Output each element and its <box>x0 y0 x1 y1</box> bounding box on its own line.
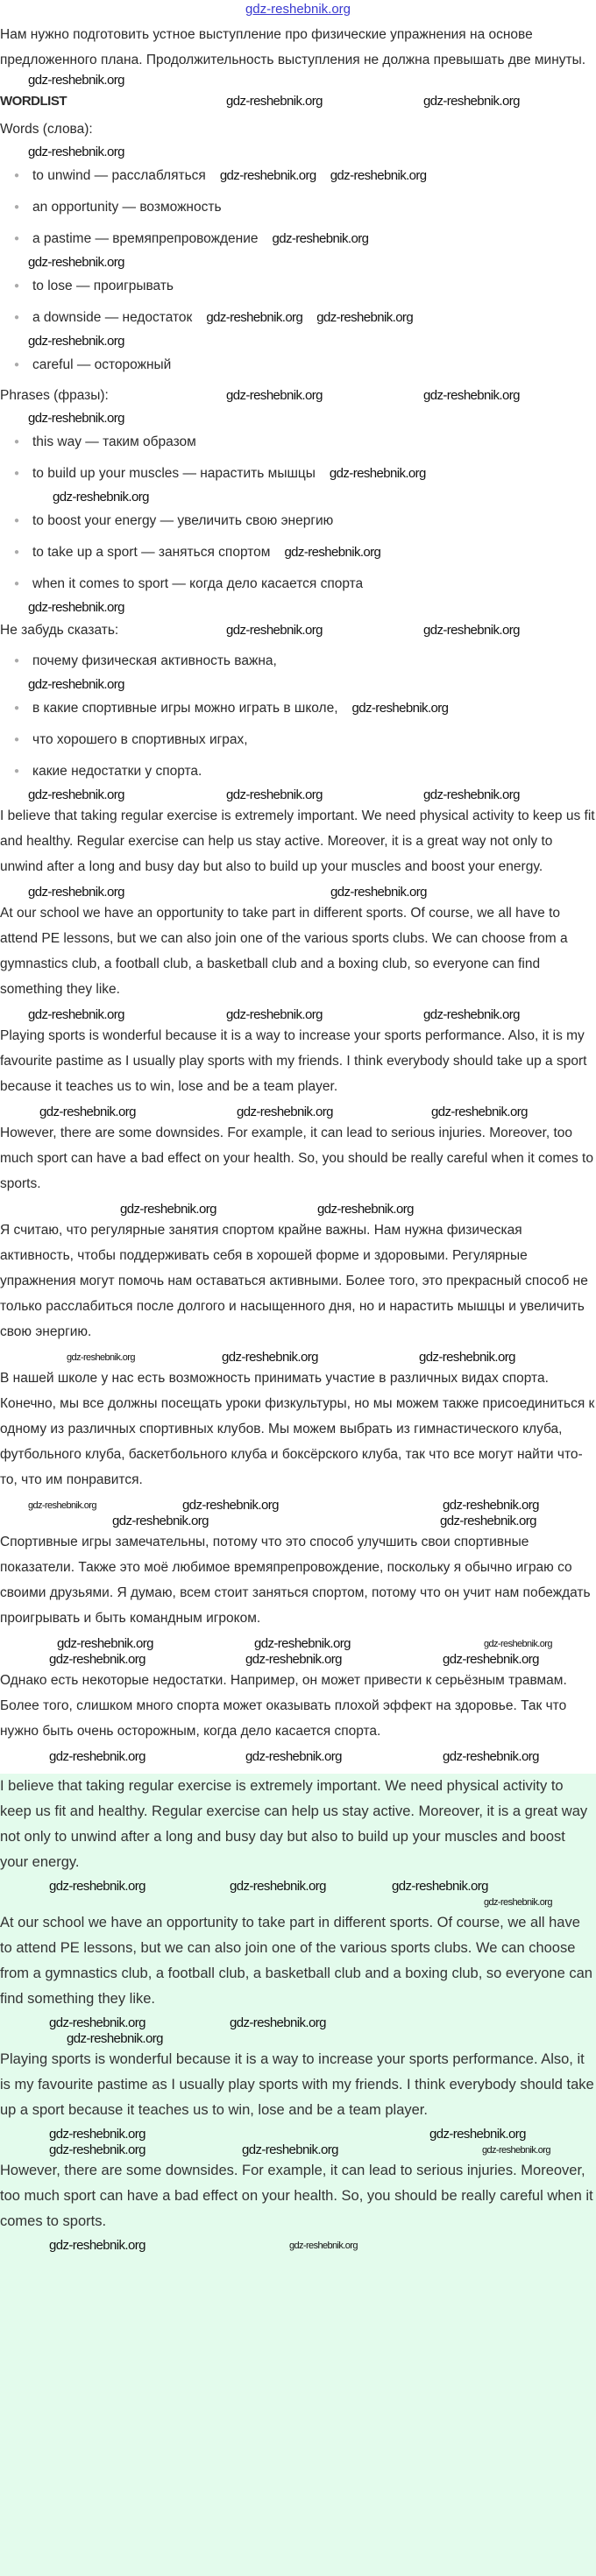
list-item <box>0 756 596 787</box>
watermark-row <box>0 411 596 427</box>
essay-en-paragraph: Playing sports is wonderful because it is a way to increase your sports performance. Also, it is my favourite pastime as I usually play sports with my friends. I think everybody should take up a sport because it teaches us to win, lose and be a team player. <box>0 1028 587 1094</box>
watermark: gdz-reshebnik.org <box>219 168 316 183</box>
list-item <box>0 223 596 255</box>
list-item <box>0 427 596 458</box>
watermark: gdz-reshebnik.org <box>28 1500 96 1511</box>
watermark: gdz-reshebnik.org <box>49 2015 145 2030</box>
watermark: gdz-reshebnik.org <box>242 2142 338 2157</box>
phrases-list-continued <box>0 505 596 600</box>
list-item <box>0 271 596 302</box>
watermark: gdz-reshebnik.org <box>245 1749 342 1764</box>
watermark: gdz-reshebnik.org <box>440 1514 536 1528</box>
list-item-text: to lose — проигрывать <box>32 279 174 293</box>
list-item-text: какие недостатки у спорта. <box>32 764 202 779</box>
watermark: gdz-reshebnik.org <box>443 1652 539 1667</box>
bullet-icon: ● <box>14 281 20 291</box>
watermark: gdz-reshebnik.org <box>237 1105 333 1119</box>
bullet-icon: ● <box>14 656 20 666</box>
wordlist-row <box>0 88 596 115</box>
watermark: gdz-reshebnik.org <box>443 1749 539 1764</box>
watermark-row <box>0 255 596 271</box>
essay-ru-paragraph: Однако есть некоторые недостатки. Например, он может привести к серьёзным травмам. Более того, слишком много спорта может оказывать плохой эффект на здоровье. Так что нужно быть очень осторожным, когда дело касается спорта. <box>0 1673 567 1739</box>
list-item-text: в какие спортивные игры можно играть в школе, <box>32 701 338 716</box>
watermark: gdz-reshebnik.org <box>222 1350 318 1365</box>
watermark: gdz-reshebnik.org <box>317 1202 414 1217</box>
words-list <box>0 160 596 255</box>
watermark: gdz-reshebnik.org <box>226 388 323 403</box>
watermark: gdz-reshebnik.org <box>49 2127 145 2142</box>
watermark: gdz-reshebnik.org <box>39 1105 136 1119</box>
watermark: gdz-reshebnik.org <box>245 1652 342 1667</box>
essay-green-paragraph: Playing sports is wonderful because it is a way to increase your sports performance. Also, it is my favourite pastime as I usually play sports with my friends. I think everybody should take up a sport because it teaches us to win, lose and be a team player. <box>0 2051 594 2118</box>
list-item-text: что хорошего в спортивных играх, <box>32 732 248 747</box>
words-list-end <box>0 349 596 381</box>
bullet-icon: ● <box>14 437 20 447</box>
watermark-row <box>0 1498 596 1514</box>
watermark: gdz-reshebnik.org <box>67 2031 163 2046</box>
bullet-icon: ● <box>14 703 20 713</box>
remember-row <box>0 616 596 646</box>
watermark: gdz-reshebnik.org <box>28 600 124 615</box>
watermark: gdz-reshebnik.org <box>120 1202 216 1217</box>
watermark: gdz-reshebnik.org <box>57 1636 153 1651</box>
watermark-row <box>0 2142 596 2158</box>
list-item-text: an opportunity — возможность <box>32 200 222 215</box>
bullet-icon: ● <box>14 171 20 180</box>
watermark: gdz-reshebnik.org <box>226 787 323 802</box>
watermark-row <box>0 2015 596 2031</box>
list-item-text: to build up your muscles — нарастить мышцы <box>32 466 316 481</box>
phrases-title: Phrases (фразы): <box>0 388 109 403</box>
phrases-list <box>0 427 596 490</box>
words-list-continued <box>0 271 596 334</box>
watermark-row <box>0 677 596 693</box>
watermark: gdz-reshebnik.org <box>28 411 124 426</box>
watermark-row <box>0 334 596 349</box>
essay-green-paragraph: However, there are some downsides. For example, it can lead to serious injuries. Moreover, too much sport can have a bad effect on your health. So, you should be really careful when it comes to sports. <box>0 2163 593 2229</box>
watermark-row <box>0 1636 596 1652</box>
watermark-row <box>0 1105 596 1120</box>
watermark: gdz-reshebnik.org <box>28 787 124 802</box>
watermark: gdz-reshebnik.org <box>28 145 124 159</box>
list-item <box>0 537 596 568</box>
watermark: gdz-reshebnik.org <box>28 334 124 349</box>
watermark: gdz-reshebnik.org <box>254 1636 351 1651</box>
watermark-row <box>0 2031 596 2047</box>
watermark: gdz-reshebnik.org <box>330 168 427 183</box>
remember-list-continued <box>0 693 596 787</box>
watermark: gdz-reshebnik.org <box>226 94 323 109</box>
bullet-icon: ● <box>14 547 20 557</box>
watermark: gdz-reshebnik.org <box>423 388 520 403</box>
watermark: gdz-reshebnik.org <box>112 1514 209 1528</box>
bullet-icon: ● <box>14 516 20 526</box>
phrases-row <box>0 381 596 411</box>
list-item <box>0 458 596 490</box>
watermark: gdz-reshebnik.org <box>284 545 381 560</box>
list-item-text: to boost your energy — увеличить свою энергию <box>32 513 334 528</box>
watermark: gdz-reshebnik.org <box>28 885 124 900</box>
watermark: gdz-reshebnik.org <box>484 1639 552 1649</box>
watermark: gdz-reshebnik.org <box>49 1879 145 1894</box>
list-item <box>0 724 596 756</box>
watermark-row <box>0 1202 596 1217</box>
list-item-text: a downside — недостаток <box>32 310 193 325</box>
watermark-row <box>0 1879 596 1895</box>
words-title: Words (слова): <box>0 122 93 137</box>
watermark: gdz-reshebnik.org <box>329 466 426 481</box>
watermark: gdz-reshebnik.org <box>67 1352 135 1363</box>
watermark: gdz-reshebnik.org <box>392 1879 488 1894</box>
watermark: gdz-reshebnik.org <box>226 1007 323 1022</box>
list-item-text: to take up a sport — заняться спортом <box>32 545 271 560</box>
remember-title: Не забудь сказать: <box>0 623 119 638</box>
watermark: gdz-reshebnik.org <box>482 2145 550 2156</box>
watermark: gdz-reshebnik.org <box>28 677 124 692</box>
watermark: gdz-reshebnik.org <box>53 490 149 505</box>
watermark-row <box>0 2238 596 2254</box>
essay-ru-paragraph: Спортивные игры замечательны, потому что это способ улучшить свои спортивные показатели. Также это моё любимое времяпрепровождение, поскольку я обычно играю со своими друзьями. Я думаю, всем стоит заняться спортом, потому что он учит нам побеждать проигрывать и быть командным игроком. <box>0 1535 591 1626</box>
bullet-icon: ● <box>14 766 20 776</box>
essay-en-paragraph: I believe that taking regular exercise is extremely important. We need physical activity to keep us fit and healthy. Regular exercise can help us stay active. Moreover, it is a great way not only to unwind after a long and busy day but also to build up your muscles and boost your energy. <box>0 808 595 874</box>
watermark: gdz-reshebnik.org <box>49 2142 145 2157</box>
watermark: gdz-reshebnik.org <box>206 310 303 325</box>
remember-list <box>0 646 596 677</box>
task-intro: Нам нужно подготовить устное выступление про физические упражнения на основе предложенного плана. Продолжительность выступления не должна превышать две минуты. <box>0 27 586 67</box>
list-item <box>0 302 596 334</box>
watermark: gdz-reshebnik.org <box>330 885 427 900</box>
watermark: gdz-reshebnik.org <box>49 1749 145 1764</box>
bullet-icon: ● <box>14 360 20 370</box>
essay-green-paragraph: At our school we have an opportunity to take part in different sports. Of course, we all have to attend PE lessons, but we can also join one of the various sports clubs. We can choose from a gymnastics club, a football club, a basketball club and a boxing club, so everyone can find something they like. <box>0 1915 592 2007</box>
watermark-row <box>0 600 596 616</box>
essay-en-paragraph: However, there are some downsides. For example, it can lead to serious injuries. Moreover, too much sport can have a bad effect on your health. So, you should be really careful when it comes to sports. <box>0 1126 593 1191</box>
bullet-icon: ● <box>14 579 20 589</box>
watermark-row <box>0 885 596 900</box>
watermark-row <box>0 145 596 160</box>
watermark-row <box>0 73 596 88</box>
watermark: gdz-reshebnik.org <box>423 787 520 802</box>
watermark: gdz-reshebnik.org <box>49 2238 145 2253</box>
essay-green-paragraph: I believe that taking regular exercise is extremely important. We need physical activity to keep us fit and healthy. Regular exercise can help us stay active. Moreover, it is a great way not only to unwind after a long and busy day but also to build up your muscles and boost your energy. <box>0 1778 588 1870</box>
essay-ru-paragraph: Я считаю, что регулярные занятия спортом крайне важны. Нам нужна физическая активность, чтобы поддерживать себя в хорошей форме и здоровыми. Регулярные упражнения могут помочь нам оставаться активными. Более того, это прекрасный способ не только расслабиться после долгого и насыщенного дня, но и нарастить мышцы и увеличить свою энергию. <box>0 1223 588 1339</box>
watermark: gdz-reshebnik.org <box>419 1350 515 1365</box>
watermark-row <box>0 1652 596 1668</box>
bullet-icon: ● <box>14 234 20 243</box>
watermark: gdz-reshebnik.org <box>49 1652 145 1667</box>
main-content <box>0 22 596 1765</box>
essay-ru-paragraph: В нашей школе у нас есть возможность принимать участие в различных видах спорта. Конечно, мы все должны посещать уроки физкультуры, но мы можем также присоединиться к одному из различных спортивных клубов. Мы можем выбрать из гимнастического клуба, футбольного клуба, баскетбольного клуба и боксёрского клуба, так что все могут найти что-то, что им понравится. <box>0 1371 595 1487</box>
bullet-icon: ● <box>14 735 20 745</box>
list-item <box>0 646 596 677</box>
list-item-text: to unwind — расслабляться <box>32 168 206 183</box>
watermark: gdz-reshebnik.org <box>289 2241 358 2251</box>
essay-en-paragraph: At our school we have an opportunity to take part in different sports. Of course, we all have to attend PE lessons, but we can also join one of the various sports clubs. We can choose from a gymnastics club, a football club, a basketball club and a boxing club, so everyone can find something they like. <box>0 906 568 997</box>
watermark-row <box>0 787 596 803</box>
watermark: gdz-reshebnik.org <box>28 255 124 270</box>
watermark: gdz-reshebnik.org <box>28 1007 124 1022</box>
bullet-icon: ● <box>14 202 20 212</box>
watermark-row <box>0 1749 596 1765</box>
list-item <box>0 505 596 537</box>
watermark-row <box>0 490 596 505</box>
list-item <box>0 349 596 381</box>
watermark: gdz-reshebnik.org <box>272 231 369 246</box>
answer-highlight-block <box>0 1774 596 2576</box>
watermark: gdz-reshebnik.org <box>182 1498 279 1513</box>
watermark: gdz-reshebnik.org <box>226 623 323 638</box>
bullet-icon: ● <box>14 469 20 478</box>
watermark: gdz-reshebnik.org <box>230 1879 326 1894</box>
list-item-text: when it comes to sport — когда дело касается спорта <box>32 576 364 591</box>
watermark: gdz-reshebnik.org <box>484 1897 552 1908</box>
watermark-row <box>0 1007 596 1023</box>
list-item-text: почему физическая активность важна, <box>32 653 277 668</box>
bullet-icon: ● <box>14 313 20 322</box>
watermark-row <box>0 1514 596 1529</box>
list-item <box>0 568 596 600</box>
watermark: gdz-reshebnik.org <box>423 1007 520 1022</box>
list-item <box>0 192 596 223</box>
list-item-text: careful — осторожный <box>32 357 172 372</box>
watermark: gdz-reshebnik.org <box>429 2127 526 2142</box>
watermark: gdz-reshebnik.org <box>443 1498 539 1513</box>
site-header-link[interactable]: gdz-reshebnik.org <box>245 2 351 17</box>
watermark: gdz-reshebnik.org <box>423 94 520 109</box>
list-item <box>0 160 596 192</box>
wordlist-title: WORDLIST <box>0 94 67 109</box>
list-item-text: this way — таким образом <box>32 434 196 449</box>
watermark: gdz-reshebnik.org <box>230 2015 326 2030</box>
watermark: gdz-reshebnik.org <box>316 310 414 325</box>
watermark-row <box>0 2127 596 2142</box>
watermark-row <box>0 1895 596 1910</box>
watermark: gdz-reshebnik.org <box>351 701 449 716</box>
list-item <box>0 693 596 724</box>
watermark-row <box>0 1350 596 1366</box>
list-item-text: a pastime — времяпрепровождение <box>32 231 259 246</box>
watermark: gdz-reshebnik.org <box>28 73 124 88</box>
watermark: gdz-reshebnik.org <box>423 623 520 638</box>
watermark: gdz-reshebnik.org <box>431 1105 528 1119</box>
